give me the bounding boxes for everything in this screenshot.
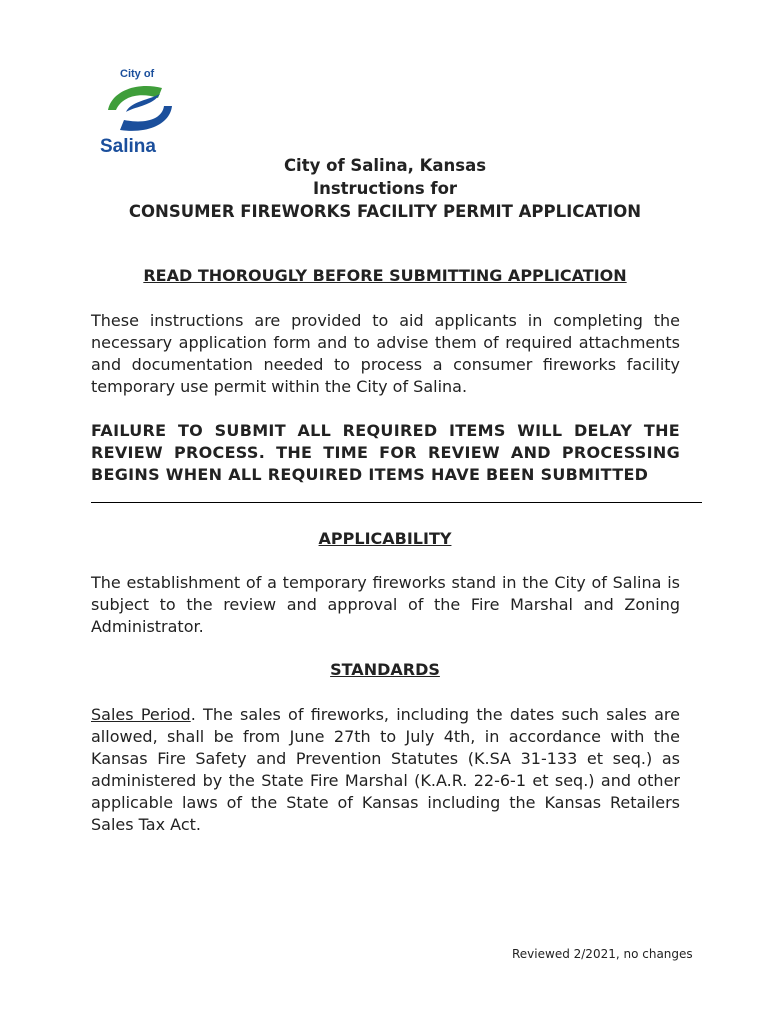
applicability-heading: APPLICABILITY bbox=[318, 529, 452, 548]
sales-period-label: Sales Period bbox=[91, 705, 191, 724]
horizontal-divider bbox=[91, 502, 702, 503]
city-of-salina-logo bbox=[100, 66, 182, 158]
read-thoroughly-heading: READ THOROUGLY BEFORE SUBMITTING APPLICATION bbox=[143, 266, 627, 285]
title-line-city: City of Salina, Kansas bbox=[283, 156, 487, 175]
standards-heading: STANDARDS bbox=[330, 660, 440, 679]
sales-period-text: . The sales of fireworks, including the dates such sales are allowed, shall be from June 27th to July 4th, in accordance with the Kansas Fire Safety and Prevention Statutes (K.SA 31-133 et seq.) as administered by the State Fire Marshal (K.A.R. 22-6-1 et seq.) and other applicable laws of the State of Kansas including the Kansas Retailers Sales Tax Act. bbox=[91, 705, 680, 834]
title-line-instructions: Instructions for bbox=[312, 179, 458, 198]
applicability-paragraph: The establishment of a temporary fireworks stand in the City of Salina is subject to the review and approval of the Fire Marshal and Zoning Administrator. bbox=[91, 573, 680, 636]
sales-period-paragraph bbox=[91, 704, 680, 836]
review-note: Reviewed 2/2021, no changes bbox=[512, 947, 693, 961]
title-line-permit: CONSUMER FIREWORKS FACILITY PERMIT APPLICATION bbox=[128, 202, 642, 221]
warning-paragraph: FAILURE TO SUBMIT ALL REQUIRED ITEMS WILL DELAY THE REVIEW PROCESS. THE TIME FOR REVIEW AND PROCESSING BEGINS WHEN ALL REQUIRED ITEMS HAVE BEEN SUBMITTED bbox=[91, 421, 680, 484]
logo-salina-text: Salina bbox=[100, 136, 156, 157]
intro-paragraph: These instructions are provided to aid applicants in completing the necessary application form and to advise them of required attachments and documentation needed to process a consumer fireworks facility temporary use permit within the City of Salina. bbox=[91, 311, 680, 396]
logo-city-of-text: City of bbox=[120, 68, 155, 80]
document-title bbox=[0, 154, 770, 223]
